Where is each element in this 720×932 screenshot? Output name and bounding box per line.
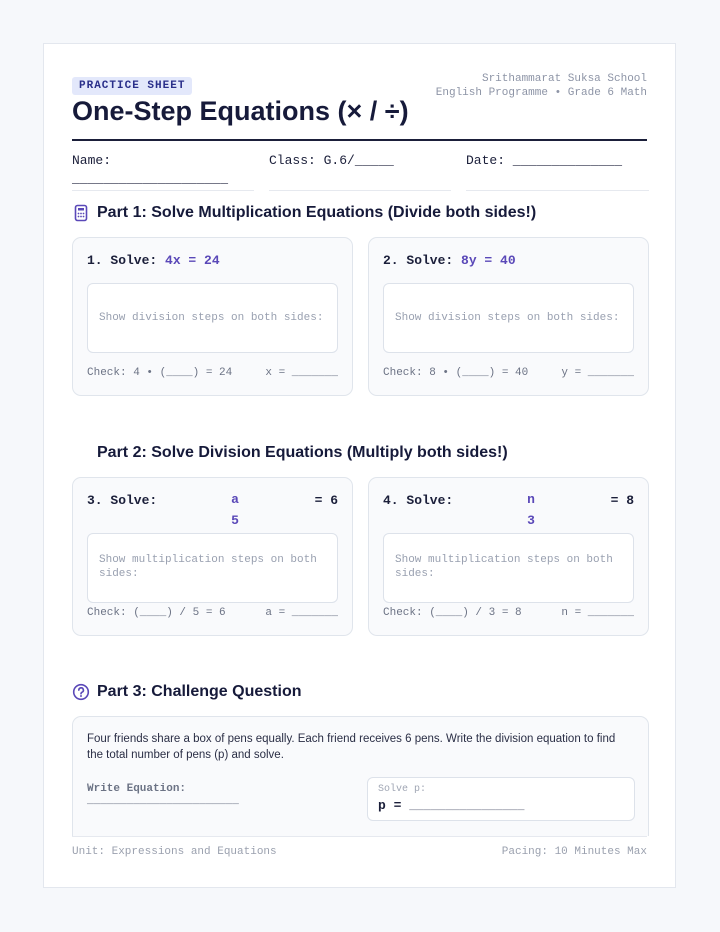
problem-1-equation: 4x = 24 — [165, 253, 220, 268]
practice-sheet-badge: PRACTICE SHEET — [72, 77, 192, 95]
problem-4-numerator: n — [527, 492, 535, 507]
date-underline — [466, 190, 649, 191]
problem-2-check[interactable]: Check: 8 • (____) = 40 — [383, 367, 529, 379]
school-name: Srithammarat Suksa School — [481, 73, 647, 85]
problem-4-answer[interactable]: n = _______ — [561, 607, 634, 619]
problem-4-label: 4. Solve: — [383, 493, 454, 508]
footer-pacing: Pacing: 10 Minutes Max — [501, 846, 647, 858]
problem-4-work-area[interactable]: Show multiplication steps on both sides: — [383, 533, 634, 603]
write-equation-line[interactable]: _______________________ — [87, 795, 239, 807]
problem-4-fraction — [521, 489, 541, 531]
problem-3-rhs: = 6 — [314, 493, 338, 508]
problem-3-answer[interactable]: a = _______ — [265, 607, 338, 619]
problem-1-work-area[interactable]: Show division steps on both sides: — [87, 283, 338, 353]
problem-3-check[interactable]: Check: (____) / 5 = 6 — [87, 607, 226, 619]
programme-grade: English Programme • Grade 6 Math — [435, 87, 647, 99]
problem-2-question — [383, 253, 516, 268]
problem-2-work-area[interactable]: Show division steps on both sides: — [383, 283, 634, 353]
part2-title: Part 2: Solve Division Equations (Multiply both sides!) — [97, 444, 508, 461]
footer-unit: Unit: Expressions and Equations — [72, 846, 277, 858]
part1-heading — [72, 204, 536, 222]
problem-3-denominator: 5 — [231, 513, 239, 528]
footer-divider — [72, 836, 647, 837]
question-circle-icon — [72, 683, 90, 701]
page-title: One-Step Equations (× / ÷) — [72, 96, 409, 126]
solve-p-var: p = — [378, 798, 402, 813]
part2-heading — [72, 444, 508, 462]
title-divider — [72, 139, 647, 141]
challenge-prompt: Four friends share a box of pens equally. Each friend receives 6 pens. Write the division equation to find the total number of pens (p) and solve. — [87, 733, 616, 761]
solve-p-box[interactable] — [367, 777, 635, 821]
problem-3-fraction — [225, 489, 245, 531]
name-label: Name: — [72, 153, 112, 168]
problem-1-question — [87, 253, 220, 268]
class-underline — [269, 190, 451, 191]
name-underline — [72, 190, 254, 191]
problem-1-check[interactable]: Check: 4 • (____) = 24 — [87, 367, 233, 379]
problem-card-1 — [72, 237, 353, 396]
problem-card-3 — [72, 477, 353, 636]
worksheet-page — [43, 43, 676, 888]
problem-1-answer[interactable]: x = _______ — [265, 367, 338, 379]
part3-heading — [72, 683, 301, 701]
problem-4-rhs: = 8 — [610, 493, 634, 508]
class-field[interactable]: Class: G.6/_____ — [269, 153, 394, 168]
problem-2-equation: 8y = 40 — [461, 253, 516, 268]
problem-4-denominator: 3 — [527, 513, 535, 528]
name-field[interactable] — [72, 152, 228, 188]
problem-4-check[interactable]: Check: (____) / 3 = 8 — [383, 607, 522, 619]
write-equation-label: Write Equation: — [87, 783, 187, 795]
solve-p-answer — [378, 798, 524, 813]
problem-2-answer[interactable]: y = _______ — [561, 367, 634, 379]
problem-card-2 — [368, 237, 649, 396]
problem-3-work-area[interactable]: Show multiplication steps on both sides: — [87, 533, 338, 603]
problem-3-label: 3. Solve: — [87, 493, 158, 508]
date-field[interactable]: Date: ______________ — [466, 153, 623, 168]
school-info — [436, 72, 647, 100]
problem-label: 1. Solve: — [87, 253, 158, 268]
part3-title: Part 3: Challenge Question — [97, 683, 302, 700]
problem-label: 2. Solve: — [383, 253, 454, 268]
problem-card-4 — [368, 477, 649, 636]
challenge-card — [72, 716, 649, 836]
solve-p-label: Solve p: — [378, 784, 427, 795]
calculator-icon — [72, 204, 90, 222]
part1-title: Part 1: Solve Multiplication Equations (Divide both sides!) — [97, 204, 537, 221]
problem-3-numerator: a — [231, 492, 239, 507]
solve-p-line[interactable]: ________________ — [409, 799, 525, 813]
name-blank: ____________________ — [72, 171, 229, 186]
